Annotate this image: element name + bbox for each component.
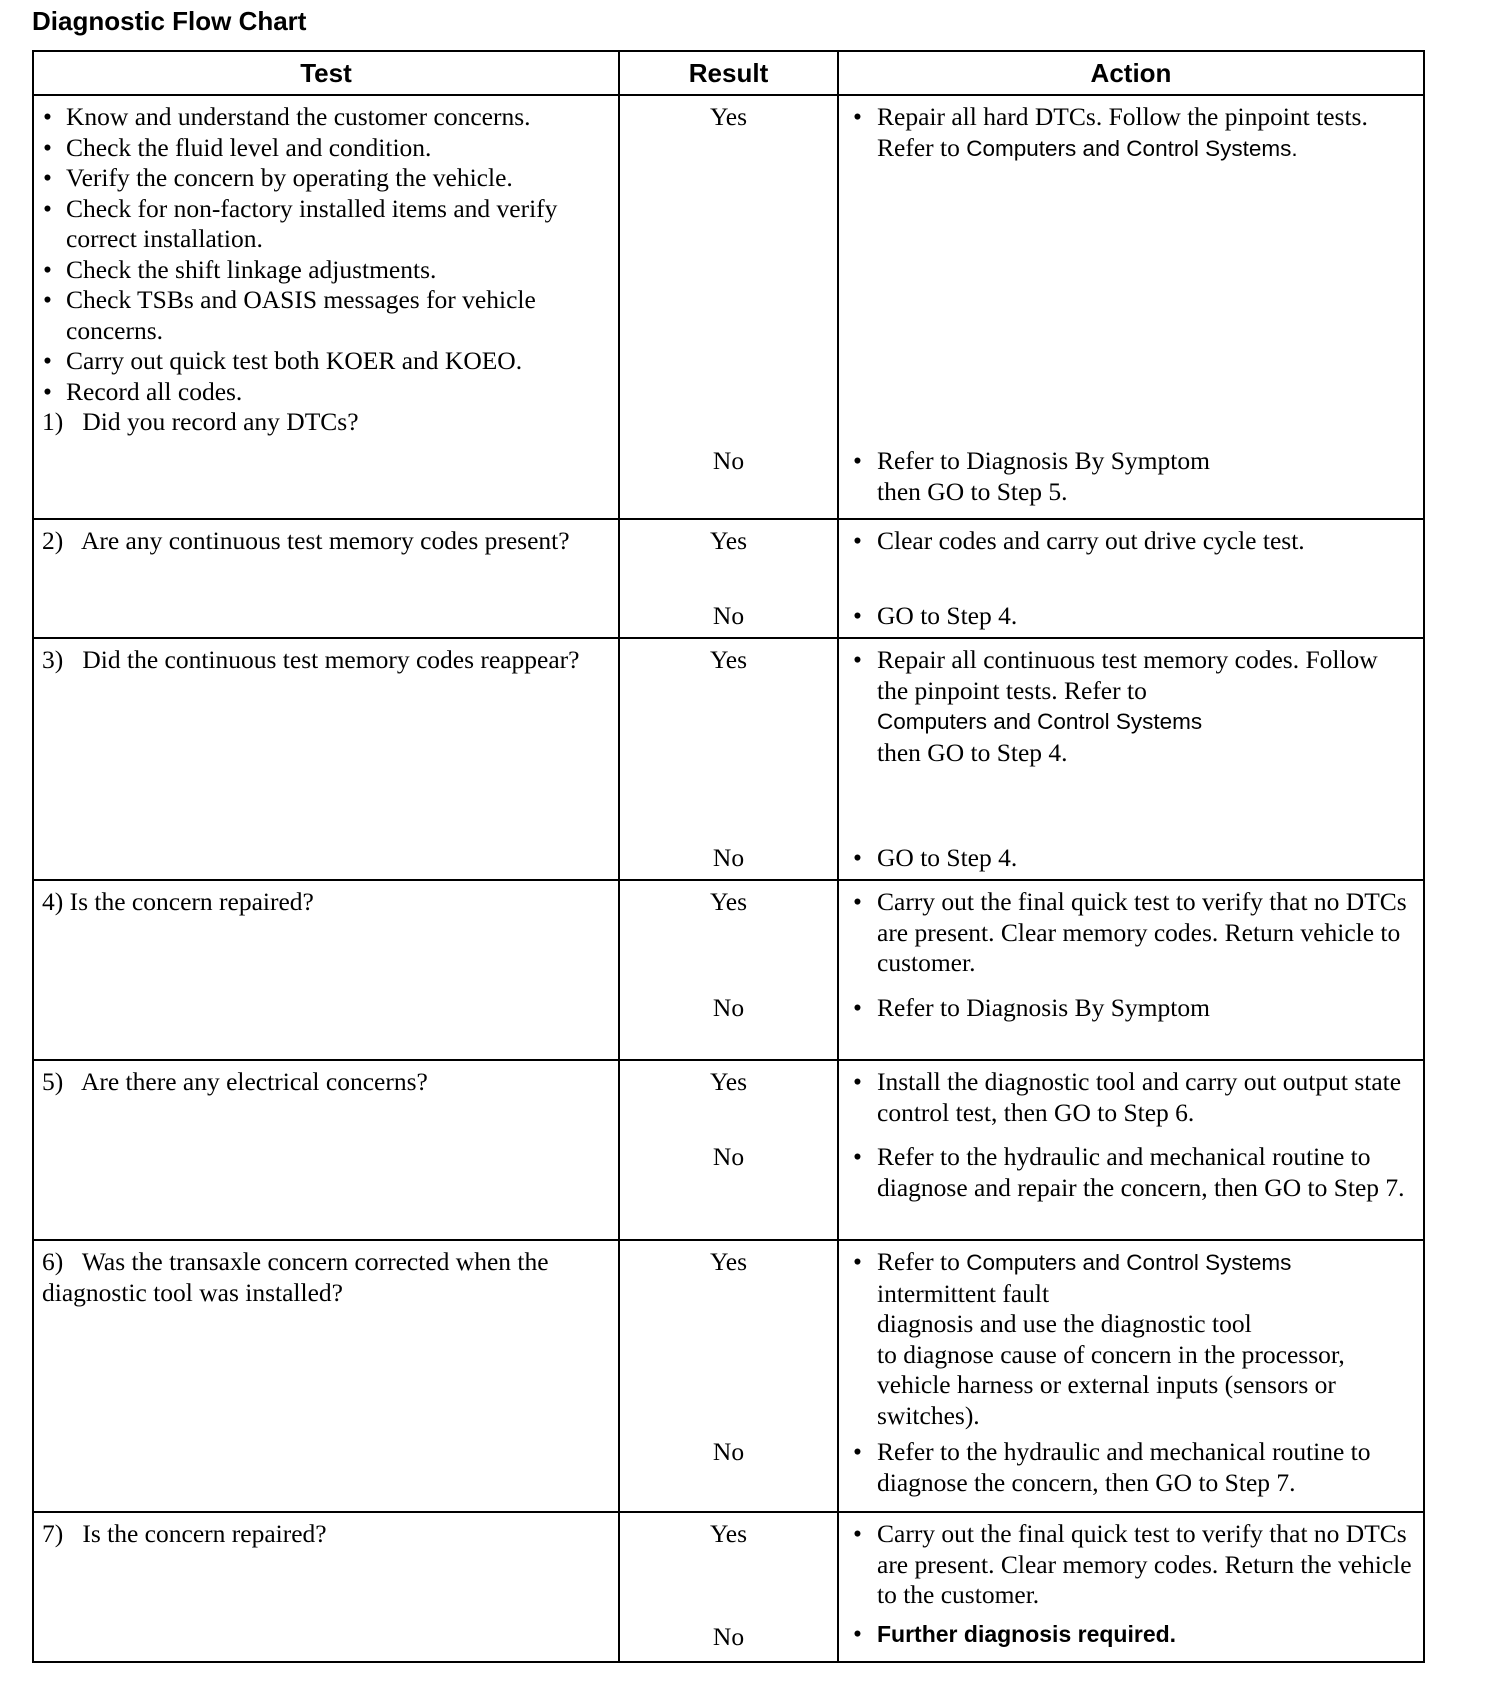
action-cell — [838, 1240, 1424, 1512]
action-no: • Refer to Diagnosis By Symptom then GO to Step 5. — [853, 446, 1210, 506]
reference-link: Computers and Control Systems — [966, 1250, 1292, 1275]
test-cell — [33, 638, 619, 880]
result-cell — [619, 638, 838, 880]
result-yes: Yes — [709, 102, 748, 131]
test-cell — [33, 1060, 619, 1240]
result-yes: Yes — [709, 1067, 748, 1096]
bullet-icon: • — [43, 376, 52, 406]
action-cell — [838, 519, 1424, 638]
test-cell — [33, 95, 619, 519]
result-yes: Yes — [709, 887, 748, 916]
action-no: • Further diagnosis required. — [853, 1619, 1177, 1648]
result-yes: Yes — [709, 526, 748, 555]
list-item: • Check TSBs and OASIS messages for vehicle concerns. — [43, 285, 536, 345]
bullet-icon: • — [853, 446, 862, 475]
result-no: No — [712, 1142, 745, 1171]
bullet-icon: • — [853, 843, 862, 872]
bullet-icon: • — [853, 1519, 862, 1548]
test-question: 7) Is the concern repaired? — [42, 1519, 327, 1548]
list-item: • Carry out quick test both KOER and KOEO. — [43, 346, 523, 375]
action-no: • Refer to the hydraulic and mechanical routine to diagnose and repair the concern, then GO to Step 7. — [853, 1142, 1405, 1202]
header-result: Result — [619, 51, 838, 95]
bullet-icon: • — [43, 285, 52, 314]
bullet-icon: • — [43, 193, 52, 223]
diagnostic-flow-table — [32, 50, 1425, 1663]
action-yes: • Repair all hard DTCs. Follow the pinpoint tests. Refer to Computers and Control Systems. — [853, 102, 1368, 162]
table-row — [33, 880, 1424, 1060]
bullet-icon: • — [43, 132, 52, 162]
bullet-icon: • — [853, 645, 862, 674]
action-yes: • Carry out the final quick test to verify that no DTCs are present. Clear memory codes. Return the vehicle to the customer. — [853, 1519, 1412, 1609]
action-cell — [838, 1060, 1424, 1240]
list-item: • Check the fluid level and condition. — [43, 132, 432, 162]
bullet-icon: • — [43, 346, 52, 375]
bullet-icon: • — [853, 1619, 862, 1648]
page-title: Diagnostic Flow Chart — [32, 6, 307, 36]
bullet-icon: • — [853, 526, 862, 555]
bullet-icon: • — [43, 254, 52, 284]
result-no: No — [712, 446, 745, 475]
reference-link: Computers and Control Systems — [966, 135, 1292, 161]
test-question: 6) Was the transaxle concern corrected when the diagnostic tool was installed? — [42, 1247, 555, 1307]
action-no: • GO to Step 4. — [853, 601, 1018, 630]
result-no: No — [712, 993, 745, 1022]
reference-link: Computers and Control Systems — [877, 709, 1203, 734]
table-row — [33, 1240, 1424, 1512]
bullet-icon: • — [43, 102, 52, 131]
action-yes: • Refer to Computers and Control Systems intermittent fault diagnosis and use the diagnostic tool to diagnose cause of concern in the processor, vehicle harness or external inputs (sensors or switches). — [853, 1247, 1345, 1430]
result-yes: Yes — [709, 1519, 748, 1548]
test-question: 1) Did you record any DTCs? — [42, 407, 359, 436]
action-cell — [838, 1512, 1424, 1662]
result-cell — [619, 880, 838, 1060]
action-cell — [838, 95, 1424, 519]
action-no: • Refer to the hydraulic and mechanical routine to diagnose the concern, then GO to Step 7. — [853, 1437, 1371, 1497]
bullet-icon: • — [853, 1437, 862, 1466]
bullet-icon: • — [43, 163, 52, 192]
list-item: • Check the shift linkage adjustments. — [43, 254, 437, 284]
action-cell — [838, 880, 1424, 1060]
result-no: No — [712, 1437, 745, 1466]
result-no: No — [712, 1622, 745, 1651]
bullet-icon: • — [853, 887, 862, 916]
result-no: No — [712, 843, 745, 872]
table-row — [33, 638, 1424, 880]
action-no: • Refer to Diagnosis By Symptom — [853, 993, 1210, 1022]
table-row — [33, 1060, 1424, 1240]
result-cell — [619, 1060, 838, 1240]
action-yes: • Carry out the final quick test to verify that no DTCs are present. Clear memory codes. Return vehicle to customer. — [853, 887, 1407, 977]
table-row — [33, 95, 1424, 519]
test-checklist — [42, 102, 606, 407]
list-item: • Know and understand the customer concerns. — [43, 102, 531, 131]
test-cell — [33, 1512, 619, 1662]
action-no: • GO to Step 4. — [853, 843, 1018, 872]
list-item: • Verify the concern by operating the vehicle. — [43, 163, 513, 192]
result-cell — [619, 1240, 838, 1512]
list-item: • Check for non-factory installed items and verify correct installation. — [43, 193, 558, 253]
test-question: 4) Is the concern repaired? — [42, 887, 314, 916]
result-yes: Yes — [709, 1247, 748, 1276]
test-question: 3) Did the continuous test memory codes reappear? — [42, 645, 580, 674]
header-test: Test — [33, 51, 619, 95]
result-cell — [619, 1512, 838, 1662]
header-action: Action — [838, 51, 1424, 95]
result-yes: Yes — [709, 645, 748, 674]
action-yes: • Repair all continuous test memory codes. Follow the pinpoint tests. Refer to Computers and Control Systems then GO to Step 4. — [853, 645, 1378, 767]
result-cell — [619, 95, 838, 519]
table-header-row — [33, 51, 1424, 95]
list-item: • Record all codes. — [43, 376, 243, 406]
test-cell — [33, 519, 619, 638]
action-yes: • Install the diagnostic tool and carry out output state control test, then GO to Step 6. — [853, 1067, 1402, 1127]
bullet-icon: • — [853, 601, 862, 630]
test-question: 5) Are there any electrical concerns? — [42, 1067, 428, 1096]
test-cell — [33, 1240, 619, 1512]
bullet-icon: • — [853, 993, 862, 1022]
table-row — [33, 519, 1424, 638]
bullet-icon: • — [853, 102, 862, 131]
table-row — [33, 1512, 1424, 1662]
bullet-icon: • — [853, 1067, 862, 1096]
action-cell — [838, 638, 1424, 880]
test-question: 2) Are any continuous test memory codes present? — [42, 526, 570, 555]
action-yes: • Clear codes and carry out drive cycle test. — [853, 526, 1305, 555]
bullet-icon: • — [853, 1247, 862, 1276]
result-no: No — [712, 601, 745, 630]
test-cell — [33, 880, 619, 1060]
result-cell — [619, 519, 838, 638]
bullet-icon: • — [853, 1142, 862, 1171]
